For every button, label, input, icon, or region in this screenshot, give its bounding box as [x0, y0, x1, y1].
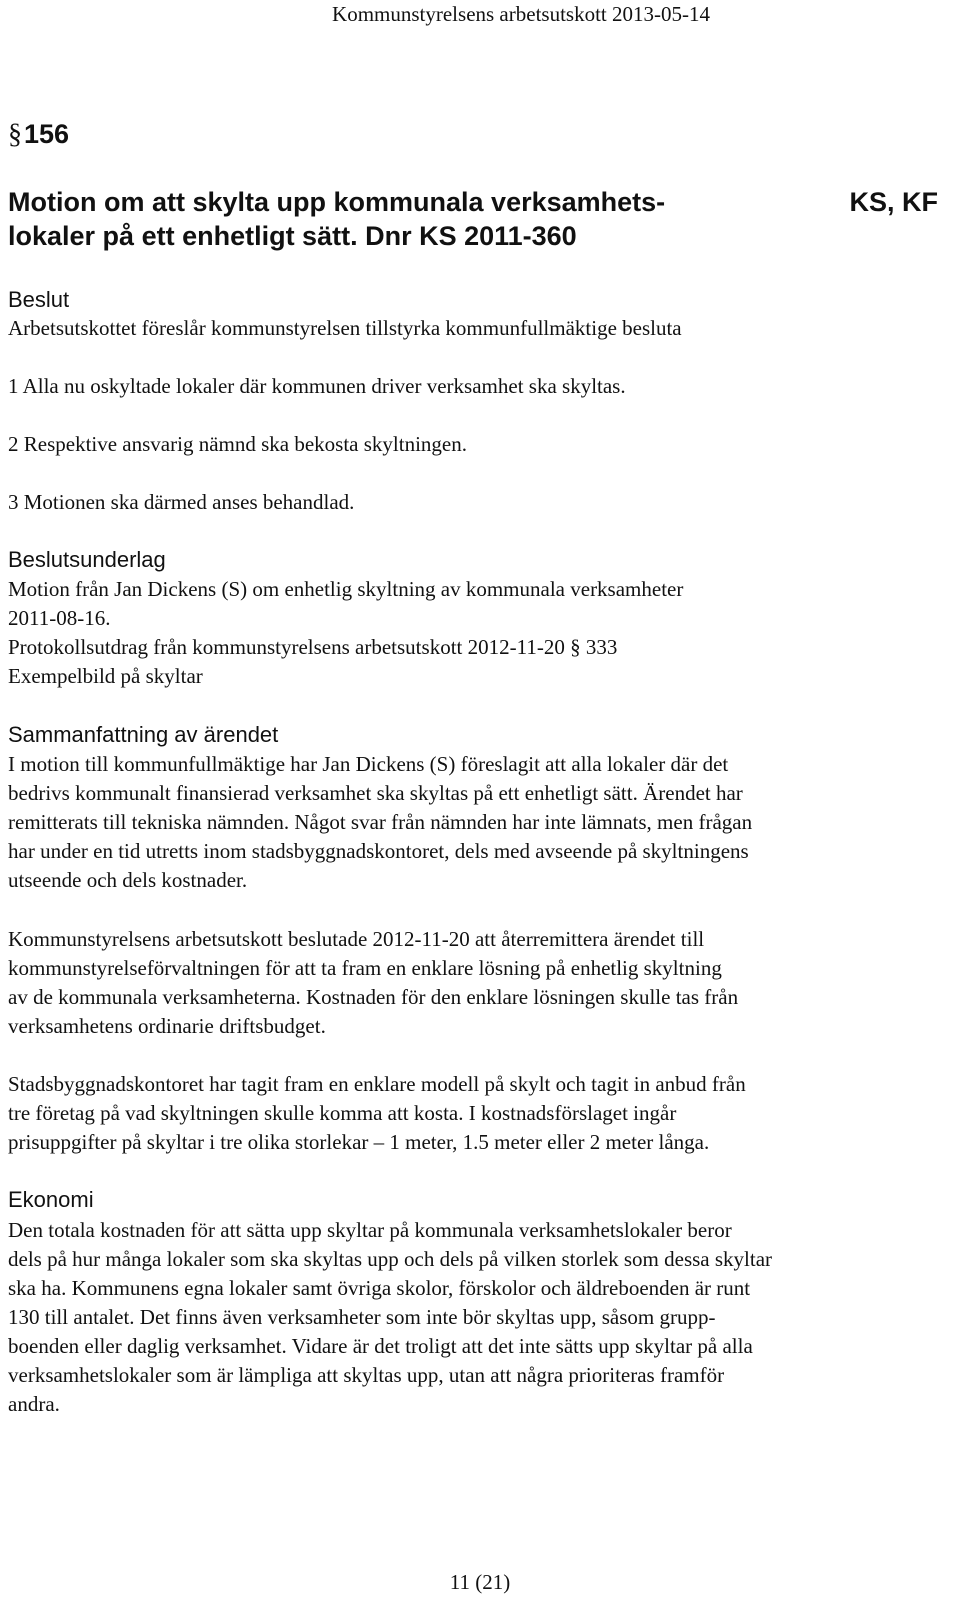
- text-line: dels på hur många lokaler som ska skyltas upp och dels på vilken storlek som dessa skyltar: [8, 1247, 773, 1271]
- text-line: har under en tid utretts inom stadsbyggnadskontoret, dels med avseende på skyltningens: [8, 839, 749, 863]
- beslutsunderlag-list: [8, 575, 948, 691]
- text-line: Stadsbyggnadskontoret har tagit fram en enklare modell på skylt och tagit in anbud från: [8, 1072, 746, 1096]
- text-line: boenden eller daglig verksamhet. Vidare är det troligt att det inte sätts upp skyltar på alla: [8, 1334, 753, 1358]
- beslut-item-1: 1 Alla nu oskyltade lokaler där kommunen driver verksamhet ska skyltas.: [8, 374, 626, 398]
- title-line-2: lokaler på ett enhetligt sätt. Dnr KS 2011-360: [8, 221, 577, 251]
- underlag-line: Motion från Jan Dickens (S) om enhetlig skyltning av kommunala verksamheter: [8, 577, 684, 601]
- heading-beslutsunderlag: Beslutsunderlag: [8, 547, 166, 572]
- text-line: utseende och dels kostnader.: [8, 868, 248, 892]
- text-line: tre företag på vad skyltningen skulle komma att kosta. I kostnadsförslaget ingår: [8, 1101, 677, 1125]
- text-line: kommunstyrelseförvaltningen för att ta fram en enklare lösning på enhetlig skyltning: [8, 956, 722, 980]
- title-line-1: Motion om att skylta upp kommunala verksamhets-: [8, 187, 666, 217]
- beslut-item-2: 2 Respektive ansvarig nämnd ska bekosta skyltningen.: [8, 432, 467, 456]
- document-title: [8, 185, 938, 253]
- heading-ekonomi: Ekonomi: [8, 1187, 94, 1212]
- sammanfattning-paragraph-3: [8, 1070, 948, 1157]
- beslut-intro: Arbetsutskottet föreslår kommunstyrelsen tillstyrka kommunfullmäktige besluta: [8, 316, 682, 340]
- text-line: 130 till antalet. Det finns även verksamheter som inte bör skyltas upp, såsom grupp-: [8, 1305, 716, 1329]
- section-sign: §: [8, 119, 22, 150]
- heading-beslut: Beslut: [8, 287, 70, 312]
- underlag-line: 2011-08-16.: [8, 606, 111, 630]
- running-header: Kommunstyrelsens arbetsutskott 2013-05-14: [332, 2, 710, 26]
- text-line: remitterats till tekniska nämnden. Något svar från nämnden har inte lämnats, men frågan: [8, 810, 753, 834]
- text-line: ska ha. Kommunens egna lokaler samt övriga skolor, förskolor och äldreboenden är runt: [8, 1276, 751, 1300]
- page-number: 11 (21): [449, 1570, 511, 1594]
- underlag-line: Protokollsutdrag från kommunstyrelsens arbetsutskott 2012-11-20 § 333: [8, 635, 618, 659]
- text-line: Kommunstyrelsens arbetsutskott beslutade 2012-11-20 att återremittera ärendet till: [8, 927, 705, 951]
- text-line: andra.: [8, 1392, 60, 1416]
- beslut-item-3: 3 Motionen ska därmed anses behandlad.: [8, 490, 355, 514]
- text-line: I motion till kommunfullmäktige har Jan Dickens (S) föreslagit att alla lokaler där det: [8, 752, 729, 776]
- sammanfattning-paragraph-1: [8, 750, 948, 895]
- text-line: prisuppgifter på skyltar i tre olika storlekar – 1 meter, 1.5 meter eller 2 meter långa.: [8, 1130, 710, 1154]
- section-number: 156: [24, 119, 70, 149]
- ekonomi-paragraph: [8, 1216, 948, 1419]
- paragraph-number: [8, 117, 69, 152]
- text-line: verksamhetens ordinarie driftsbudget.: [8, 1014, 326, 1038]
- text-line: av de kommunala verksamheterna. Kostnaden för den enklare lösningen skulle tas från: [8, 985, 739, 1009]
- heading-sammanfattning: Sammanfattning av ärendet: [8, 722, 279, 747]
- recipients: KS, KF: [849, 187, 938, 217]
- underlag-line: Exempelbild på skyltar: [8, 664, 203, 688]
- sammanfattning-paragraph-2: [8, 925, 948, 1041]
- text-line: verksamhetslokaler som är lämpliga att skyltas upp, utan att några prioriteras framför: [8, 1363, 725, 1387]
- text-line: Den totala kostnaden för att sätta upp skyltar på kommunala verksamhetslokaler beror: [8, 1218, 732, 1242]
- text-line: bedrivs kommunalt finansierad verksamhet ska skyltas på ett enhetligt sätt. Ärendet har: [8, 781, 743, 805]
